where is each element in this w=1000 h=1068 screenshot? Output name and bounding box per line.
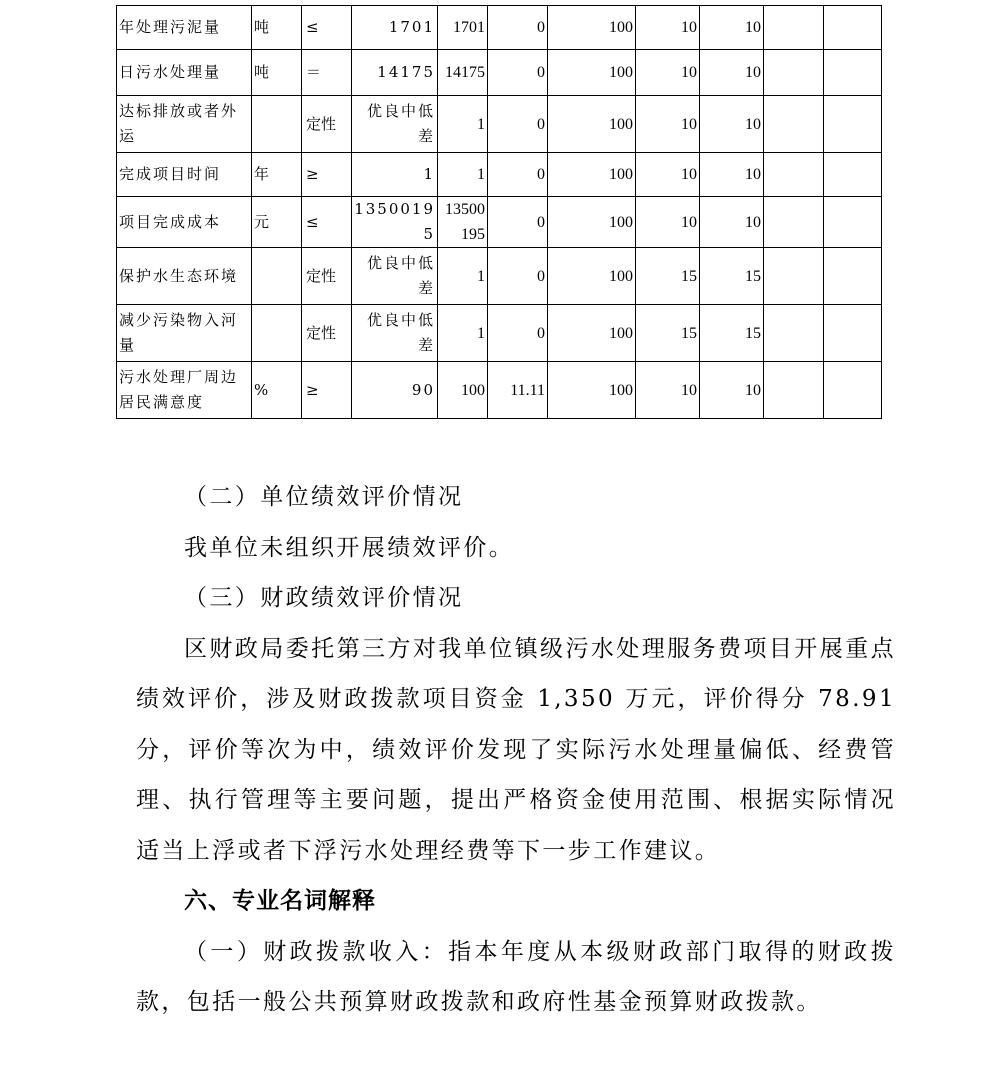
indicator-deviation: 0 xyxy=(488,248,548,305)
glossary-item-1-body: 指本年度从本级财政部门取得的财政拨款，包括一般公共预算财政拨款和政府性基金预算财政拨款。 xyxy=(136,938,896,1015)
indicator-name: 减少污染物入河量 xyxy=(117,305,252,362)
indicator-full-score: 100 xyxy=(548,96,636,153)
unit-eval-body: 我单位未组织开展绩效评价。 xyxy=(184,534,515,561)
indicator-remark xyxy=(824,96,882,153)
table-row xyxy=(117,50,882,96)
table-row xyxy=(117,362,882,419)
indicator-score: 10 xyxy=(700,96,764,153)
indicator-score: 10 xyxy=(700,197,764,248)
indicator-deviation: 0 xyxy=(488,96,548,153)
indicator-name: 达标排放或者外运 xyxy=(117,96,252,153)
table-row xyxy=(117,153,882,197)
indicator-full-score: 100 xyxy=(548,362,636,419)
indicator-note xyxy=(764,248,824,305)
indicator-name: 日污水处理量 xyxy=(117,50,252,96)
indicator-note xyxy=(764,96,824,153)
indicator-score: 10 xyxy=(700,6,764,50)
indicator-deviation: 0 xyxy=(488,6,548,50)
indicator-weight: 15 xyxy=(636,248,700,305)
indicator-note xyxy=(764,197,824,248)
indicator-actual: 1 xyxy=(438,153,488,197)
indicator-name: 完成项目时间 xyxy=(117,153,252,197)
table-row xyxy=(117,197,882,248)
indicator-name: 年处理污泥量 xyxy=(117,6,252,50)
indicator-deviation: 0 xyxy=(488,197,548,248)
indicator-operator: 定性 xyxy=(302,248,352,305)
table-row xyxy=(117,305,882,362)
indicator-deviation: 0 xyxy=(488,50,548,96)
indicator-actual: 1 xyxy=(438,96,488,153)
indicator-unit: 元 xyxy=(252,197,302,248)
indicator-unit: % xyxy=(252,362,302,419)
indicator-target: 优良中低差 xyxy=(352,248,438,305)
indicator-deviation: 0 xyxy=(488,153,548,197)
indicator-weight: 10 xyxy=(636,50,700,96)
indicator-remark xyxy=(824,6,882,50)
indicator-note xyxy=(764,6,824,50)
indicator-full-score: 100 xyxy=(548,6,636,50)
indicator-score: 10 xyxy=(700,362,764,419)
indicator-deviation: 0 xyxy=(488,305,548,362)
glossary-item-1-term: （一）财政拨款收入： xyxy=(184,938,449,965)
indicator-full-score: 100 xyxy=(548,248,636,305)
indicator-operator: ≥ xyxy=(302,362,352,419)
glossary-item-1 xyxy=(136,927,896,1028)
indicator-unit: 吨 xyxy=(252,6,302,50)
indicator-operator: 定性 xyxy=(302,96,352,153)
indicator-name: 污水处理厂周边居民满意度 xyxy=(117,362,252,419)
indicator-target: 优良中低差 xyxy=(352,96,438,153)
indicator-remark xyxy=(824,248,882,305)
indicator-weight: 10 xyxy=(636,96,700,153)
indicator-note xyxy=(764,305,824,362)
table-row xyxy=(117,248,882,305)
indicator-note xyxy=(764,153,824,197)
indicator-actual: 13500195 xyxy=(438,197,488,248)
indicator-table xyxy=(116,5,882,419)
indicator-actual: 1 xyxy=(438,305,488,362)
indicator-remark xyxy=(824,153,882,197)
indicator-operator: ≤ xyxy=(302,197,352,248)
indicator-operator: ≥ xyxy=(302,153,352,197)
indicator-remark xyxy=(824,197,882,248)
indicator-weight: 15 xyxy=(636,305,700,362)
indicator-remark xyxy=(824,362,882,419)
indicator-unit xyxy=(252,305,302,362)
body-text xyxy=(136,472,896,1028)
indicator-target: 1 xyxy=(352,153,438,197)
indicator-target: 14175 xyxy=(352,50,438,96)
indicator-full-score: 100 xyxy=(548,153,636,197)
indicator-target: 优良中低差 xyxy=(352,305,438,362)
indicator-operator: ≤ xyxy=(302,6,352,50)
indicator-score: 10 xyxy=(700,50,764,96)
glossary-heading: 六、专业名词解释 xyxy=(184,888,376,914)
indicator-actual: 14175 xyxy=(438,50,488,96)
fiscal-eval-body: 区财政局委托第三方对我单位镇级污水处理服务费项目开展重点绩效评价，涉及财政拨款项目资金 1,350 万元，评价得分 78.91 分，评价等次为中，绩效评价发现了实际污水处理量偏低、经费管理、执行管理等主要问题，提出严格资金使用范围、根据实际情况适当上浮或者下浮污水处理经费等下一步工作建议。 xyxy=(136,635,896,864)
indicator-actual: 1701 xyxy=(438,6,488,50)
indicator-deviation: 11.11 xyxy=(488,362,548,419)
indicator-note xyxy=(764,362,824,419)
indicator-remark xyxy=(824,50,882,96)
indicator-unit xyxy=(252,96,302,153)
indicator-weight: 10 xyxy=(636,362,700,419)
table-row xyxy=(117,6,882,50)
indicator-actual: 1 xyxy=(438,248,488,305)
indicator-remark xyxy=(824,305,882,362)
table-row xyxy=(117,96,882,153)
indicator-full-score: 100 xyxy=(548,305,636,362)
indicator-weight: 10 xyxy=(636,6,700,50)
indicator-target: 13500195 xyxy=(352,197,438,248)
indicator-target: 90 xyxy=(352,362,438,419)
indicator-operator: 定性 xyxy=(302,305,352,362)
indicator-score: 10 xyxy=(700,153,764,197)
indicator-full-score: 100 xyxy=(548,197,636,248)
indicator-unit xyxy=(252,248,302,305)
indicator-weight: 10 xyxy=(636,197,700,248)
indicator-unit: 吨 xyxy=(252,50,302,96)
indicator-weight: 10 xyxy=(636,153,700,197)
indicator-name: 保护水生态环境 xyxy=(117,248,252,305)
indicator-unit: 年 xyxy=(252,153,302,197)
indicator-name: 项目完成成本 xyxy=(117,197,252,248)
indicator-score: 15 xyxy=(700,248,764,305)
performance-indicator-table xyxy=(116,5,881,419)
indicator-note xyxy=(764,50,824,96)
indicator-full-score: 100 xyxy=(548,50,636,96)
fiscal-eval-heading: （三）财政绩效评价情况 xyxy=(184,585,464,611)
unit-eval-heading: （二）单位绩效评价情况 xyxy=(184,484,464,510)
indicator-actual: 100 xyxy=(438,362,488,419)
indicator-target: 1701 xyxy=(352,6,438,50)
indicator-score: 15 xyxy=(700,305,764,362)
indicator-operator: ＝ xyxy=(302,50,352,96)
